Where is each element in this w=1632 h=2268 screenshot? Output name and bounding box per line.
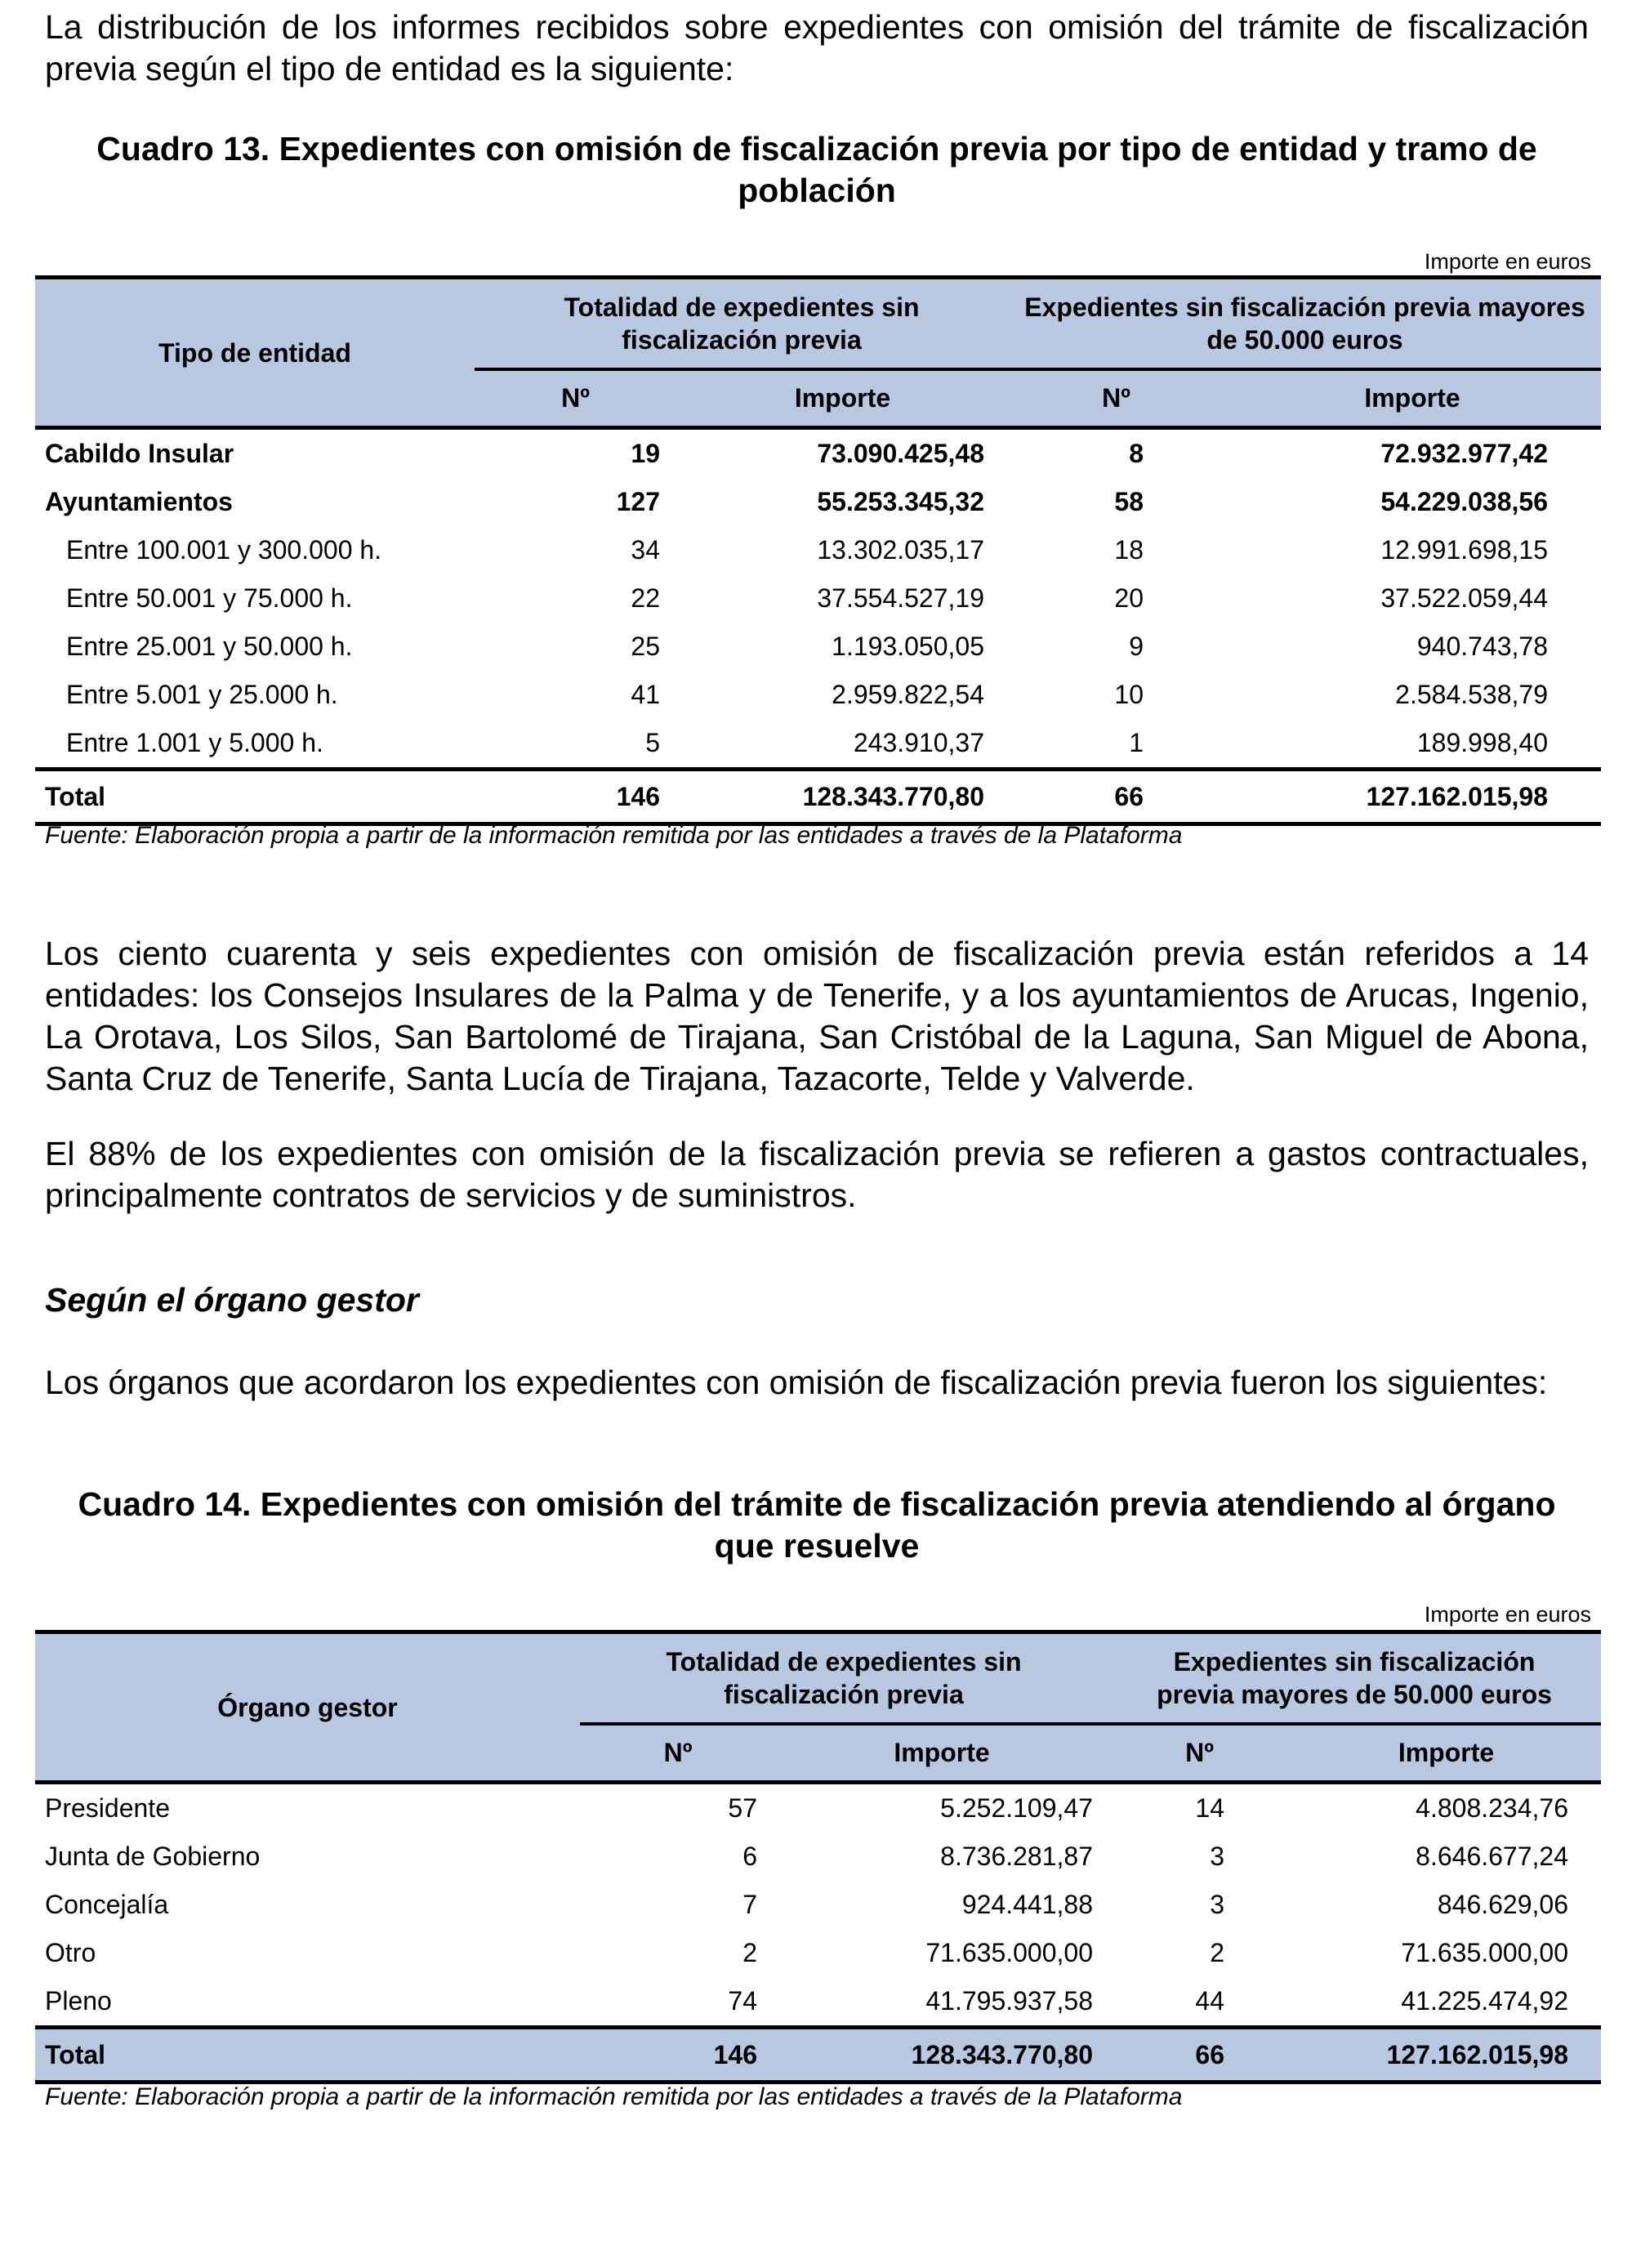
row-i1: 8.736.281,87 xyxy=(940,1842,1093,1871)
entities-paragraph: Los ciento cuarenta y seis expedientes con omisión de fiscalización previa están referidos a 14 entidades: los Consejos Insulares de la Palma y de Tenerife, y a los ayuntamientos de Arucas, Ingenio, La Orotava, Los Silos, San Bartolomé de Tirajana, San Cristóbal de la Laguna, San Miguel de Abona, Santa Cruz de Tenerife, Santa Lucía de Tirajana, Tazacorte, Telde y Valverde. xyxy=(45,935,1589,1097)
row-label: Entre 1.001 y 5.000 h. xyxy=(66,728,323,757)
row-n1: 25 xyxy=(631,632,660,661)
row-i2: 189.998,40 xyxy=(1416,728,1548,757)
row-label: Entre 25.001 y 50.000 h. xyxy=(66,632,353,661)
row-i1: 2.959.822,54 xyxy=(832,680,984,709)
total-n1: 146 xyxy=(713,2039,757,2069)
row-i1: 243.910,37 xyxy=(853,728,984,757)
table14-n1-header: Nº xyxy=(580,1724,776,1783)
table13-row xyxy=(35,478,1601,526)
row-n1: 19 xyxy=(631,439,660,468)
row-label: Entre 5.001 y 25.000 h. xyxy=(66,680,338,709)
row-label: Concejalía xyxy=(45,1890,169,1919)
row-n2: 3 xyxy=(1210,1890,1224,1919)
row-n2: 3 xyxy=(1210,1842,1224,1871)
total-i1: 128.343.770,80 xyxy=(911,2039,1093,2069)
row-label: Ayuntamientos xyxy=(45,487,233,516)
row-i1: 73.090.425,48 xyxy=(817,439,984,468)
total-i2: 127.162.015,98 xyxy=(1366,781,1548,811)
row-n1: 5 xyxy=(645,728,660,757)
table14-unit-note: Importe en euros xyxy=(1424,1602,1591,1627)
table14-row xyxy=(35,1783,1601,1833)
row-n2: 9 xyxy=(1129,632,1144,661)
total-label: Total xyxy=(45,2039,106,2069)
row-n2: 10 xyxy=(1114,680,1144,709)
table13-row xyxy=(35,671,1601,719)
section-subheading: Según el órgano gestor xyxy=(45,1281,419,1319)
total-label: Total xyxy=(45,781,106,811)
row-n2: 1 xyxy=(1129,728,1144,757)
table14-row xyxy=(35,1977,1601,2028)
intro-paragraph: La distribución de los informes recibidos sobre expedientes con omisión del trámite de fiscalización previa según el tipo de entidad es la siguiente: xyxy=(45,8,1589,87)
row-n1: 22 xyxy=(631,583,660,613)
row-label: Presidente xyxy=(45,1793,170,1823)
row-label: Cabildo Insular xyxy=(45,439,234,468)
table13-row xyxy=(35,526,1601,574)
table13-n1-header: Nº xyxy=(475,369,676,428)
row-n2: 44 xyxy=(1195,1986,1224,2016)
row-n2: 20 xyxy=(1114,583,1144,613)
table14-total-row xyxy=(35,2028,1601,2083)
table13-header-row-1 xyxy=(35,278,1601,369)
table13-row xyxy=(35,428,1601,479)
row-i2: 12.991.698,15 xyxy=(1380,535,1548,565)
row-n1: 74 xyxy=(728,1986,757,2016)
row-n1: 41 xyxy=(631,680,660,709)
row-label: Entre 100.001 y 300.000 h. xyxy=(66,535,382,565)
row-n2: 14 xyxy=(1195,1793,1224,1823)
table13-group2-header: Expedientes sin fiscalización previa mayores de 50.000 euros xyxy=(1009,278,1601,369)
row-n1: 127 xyxy=(616,487,660,516)
table13-row xyxy=(35,719,1601,770)
row-n2: 2 xyxy=(1210,1938,1224,1967)
percentage-paragraph: El 88% de los expedientes con omisión de la fiscalización previa se refieren a gastos contractuales, principalmente contratos de servicios y de suministros. xyxy=(45,1135,1589,1214)
row-i2: 72.932.977,42 xyxy=(1380,439,1548,468)
total-i2: 127.162.015,98 xyxy=(1386,2039,1568,2069)
row-label: Pleno xyxy=(45,1986,112,2016)
table13-col-entity: Tipo de entidad xyxy=(35,278,475,428)
row-i2: 846.629,06 xyxy=(1437,1890,1568,1919)
table14-source: Fuente: Elaboración propia a partir de la información remitida por las entidades a través de la Plataforma xyxy=(45,2083,1183,2110)
table13-i2-header: Importe xyxy=(1224,369,1601,428)
row-n2: 8 xyxy=(1129,439,1144,468)
table13-row xyxy=(35,574,1601,623)
table13 xyxy=(35,275,1601,826)
row-i1: 71.635.000,00 xyxy=(925,1938,1093,1967)
row-i1: 37.554.527,19 xyxy=(817,583,984,613)
row-i1: 1.193.050,05 xyxy=(832,632,984,661)
row-i2: 940.743,78 xyxy=(1416,632,1548,661)
row-i1: 5.252.109,47 xyxy=(940,1793,1093,1823)
row-n1: 34 xyxy=(631,535,660,565)
table14 xyxy=(35,1630,1601,2084)
row-n2: 58 xyxy=(1114,487,1144,516)
table13-i1-header: Importe xyxy=(676,369,1009,428)
row-n1: 7 xyxy=(742,1890,757,1919)
table13-caption: Cuadro 13. Expedientes con omisión de fiscalización previa por tipo de entidad y tramo de población xyxy=(96,130,1537,209)
organs-paragraph: Los órganos que acordaron los expedientes con omisión de fiscalización previa fueron los siguientes: xyxy=(45,1364,1548,1401)
row-i2: 54.229.038,56 xyxy=(1380,487,1548,516)
table13-row xyxy=(35,623,1601,671)
row-n1: 2 xyxy=(742,1938,757,1967)
row-i2: 41.225.474,92 xyxy=(1401,1986,1568,2016)
row-i1: 55.253.345,32 xyxy=(817,487,984,516)
table14-header-row-1 xyxy=(35,1632,1601,1724)
table14-group2-header: Expedientes sin fiscalización previa mayores de 50.000 euros xyxy=(1108,1632,1601,1724)
total-n1: 146 xyxy=(616,781,660,811)
row-n1: 57 xyxy=(728,1793,757,1823)
table14-caption: Cuadro 14. Expedientes con omisión del trámite de fiscalización previa atendiendo al órgano que resuelve xyxy=(78,1485,1556,1565)
row-n1: 6 xyxy=(742,1842,757,1871)
row-i1: 41.795.937,58 xyxy=(925,1986,1093,2016)
total-n2: 66 xyxy=(1195,2039,1224,2069)
row-label: Entre 50.001 y 75.000 h. xyxy=(66,583,353,613)
row-label: Otro xyxy=(45,1938,96,1967)
table13-source: Fuente: Elaboración propia a partir de la información remitida por las entidades a través de la Plataforma xyxy=(45,822,1183,849)
table14-n2-header: Nº xyxy=(1108,1724,1291,1783)
table14-i2-header: Importe xyxy=(1291,1724,1601,1783)
row-i2: 8.646.677,24 xyxy=(1416,1842,1568,1871)
row-i2: 2.584.538,79 xyxy=(1395,680,1548,709)
table14-col-organ: Órgano gestor xyxy=(35,1632,580,1783)
table14-row xyxy=(35,1881,1601,1929)
row-i2: 37.522.059,44 xyxy=(1380,583,1548,613)
table13-n2-header: Nº xyxy=(1009,369,1224,428)
table13-total-row xyxy=(35,770,1601,824)
table13-unit-note: Importe en euros xyxy=(1424,249,1591,274)
total-i1: 128.343.770,80 xyxy=(802,781,984,811)
row-label: Junta de Gobierno xyxy=(45,1842,261,1871)
row-i1: 924.441,88 xyxy=(961,1890,1093,1919)
table13-group1-header: Totalidad de expedientes sin fiscalización previa xyxy=(475,278,1009,369)
total-n2: 66 xyxy=(1114,781,1144,811)
table14-group1-header: Totalidad de expedientes sin fiscalización previa xyxy=(580,1632,1108,1724)
table14-row xyxy=(35,1833,1601,1881)
table14-row xyxy=(35,1929,1601,1977)
row-i2: 71.635.000,00 xyxy=(1401,1938,1568,1967)
row-i2: 4.808.234,76 xyxy=(1416,1793,1568,1823)
row-i1: 13.302.035,17 xyxy=(817,535,984,565)
table14-i1-header: Importe xyxy=(776,1724,1108,1783)
row-n2: 18 xyxy=(1114,535,1144,565)
